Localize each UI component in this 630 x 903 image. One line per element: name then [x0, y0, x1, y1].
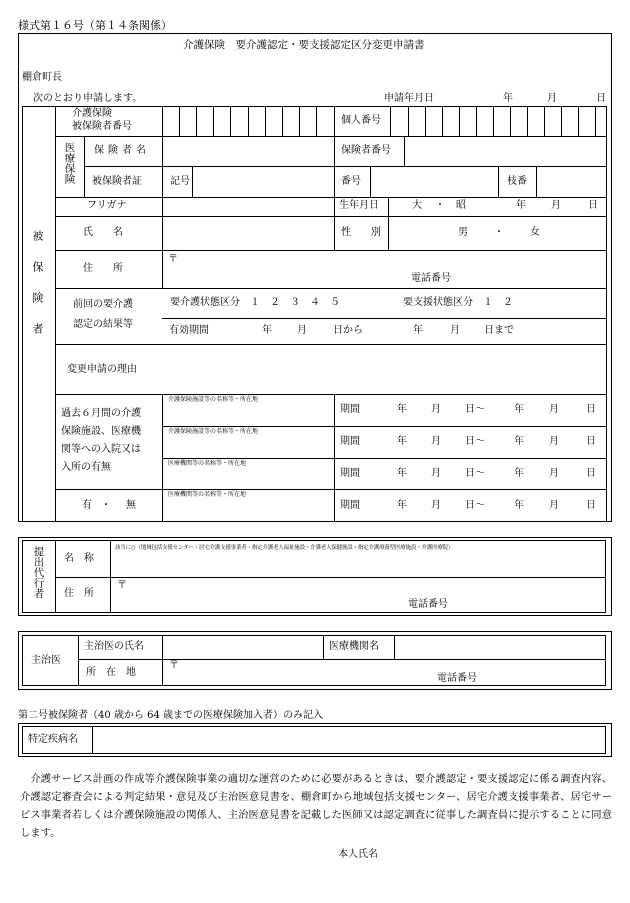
grid-line: [162, 458, 606, 459]
period-from-year: 年: [397, 404, 407, 415]
page-title: 介護保険 要介護認定・要支援認定区分変更申請書: [183, 39, 425, 51]
period-label: 期間: [340, 436, 360, 447]
valid-to-month: 月: [450, 325, 460, 336]
period-from-day: 日～: [465, 500, 485, 511]
signature-label: 本人氏名: [338, 849, 378, 860]
period-to-month: 月: [549, 468, 559, 479]
sex-label: 性 別: [341, 227, 381, 238]
period-label: 期間: [340, 468, 360, 479]
hospital-no[interactable]: 無: [126, 500, 136, 511]
doctor-name-input[interactable]: [163, 636, 322, 658]
birth-month-unit: 月: [551, 200, 561, 211]
period-to-day: 日: [586, 436, 596, 447]
agent-phone-label: 電話番号: [408, 599, 448, 610]
birth-day-unit: 日: [588, 200, 598, 211]
agent-type-note: 該当に○（地域包括支援センター・居宅介護支援事業者・指定介護老人福祉施設・介護老人保健施設・指定介護療養型医療施設・介護医療院）: [115, 545, 454, 551]
grid-line: [55, 394, 606, 395]
doctor-section-label: 主治医: [31, 655, 61, 666]
date-month-unit: 月: [547, 93, 557, 104]
period-to-month: 月: [549, 436, 559, 447]
period-from-month: 月: [431, 468, 441, 479]
grid-line: [388, 216, 389, 250]
personal-no-label: 個人番号: [341, 115, 381, 126]
valid-period-label: 有効期間: [169, 325, 209, 336]
medical-insurance-label: 医療保険: [63, 142, 76, 184]
era-showa[interactable]: 昭: [456, 200, 466, 211]
facility-label-4: 医療機関等の名称等・所在地: [168, 491, 247, 498]
hospital-question-4: 入所の有無: [61, 462, 111, 473]
birth-year-unit: 年: [516, 200, 526, 211]
period-label: 期間: [340, 500, 360, 511]
period-to-month: 月: [549, 500, 559, 511]
insured-card-label: 被保険者証: [92, 176, 142, 187]
valid-from-year: 年: [262, 325, 272, 336]
request-line: 次のとおり申請します。: [33, 93, 143, 104]
period-to-month: 月: [549, 404, 559, 415]
grid-line: [78, 635, 79, 686]
facility-label-2: 介護保険施設等の名称等・所在地: [168, 428, 259, 435]
era-separator: ・: [435, 200, 445, 211]
hospital-question-3: 関等への入院又は: [61, 444, 141, 455]
postal-mark: 〒: [168, 254, 178, 265]
period-from-year: 年: [397, 468, 407, 479]
period-to-day: 日: [586, 404, 596, 415]
agent-name-input[interactable]: [111, 556, 605, 576]
furigana-label: フリガナ: [87, 200, 127, 211]
grid-line: [498, 166, 499, 197]
period-from-year: 年: [397, 436, 407, 447]
consent-frame: [18, 765, 612, 868]
date-day-unit: 日: [596, 93, 606, 104]
insured-no-label-1: 介護保険: [72, 108, 112, 119]
grid-line: [22, 521, 606, 522]
era-taisho[interactable]: 大: [412, 200, 422, 211]
insurer-number-input[interactable]: [405, 137, 605, 165]
period-from-day: 日～: [465, 436, 485, 447]
agent-address-label: 住 所: [64, 588, 94, 599]
care-level-options[interactable]: 要介護状態区分 １ ２ ３ ４ ５: [170, 297, 340, 308]
doctor-postal-mark: 〒: [169, 660, 179, 671]
disease-input[interactable]: [93, 727, 605, 753]
agent-section-label: 提出代行者: [32, 546, 45, 599]
insurer-name-input[interactable]: [163, 137, 333, 165]
insured-section-label: 被保険者: [31, 230, 44, 354]
period-from-day: 日～: [465, 468, 485, 479]
furigana-input[interactable]: [163, 198, 333, 215]
valid-to-text: 日まで: [484, 325, 514, 336]
support-level-options[interactable]: 要支援状態区分 １ ２: [403, 297, 513, 308]
period-from-day: 日～: [465, 404, 485, 415]
valid-to-year: 年: [413, 325, 423, 336]
branch-input[interactable]: [537, 167, 605, 196]
grid-line: [55, 288, 606, 289]
name-input[interactable]: [163, 217, 333, 249]
hospital-question-2: 保険施設、医療機: [61, 426, 141, 437]
valid-from-month: 月: [297, 325, 307, 336]
period-from-month: 月: [431, 404, 441, 415]
change-reason-label: 変更申請の理由: [67, 364, 137, 375]
prev-result-label-2: 認定の結果等: [73, 319, 133, 330]
doctor-address-input[interactable]: [176, 660, 605, 685]
grid-line: [334, 106, 335, 250]
application-date-label: 申請年月日: [384, 93, 434, 104]
period-from-month: 月: [431, 436, 441, 447]
hospital-yes-no-separator: ・: [101, 500, 111, 511]
addressee: 棚倉町長: [22, 72, 62, 83]
date-year-unit: 年: [503, 93, 513, 104]
insurer-no-label: 保険者番号: [341, 145, 391, 156]
period-to-year: 年: [514, 404, 524, 415]
doctor-location-label: 所 在 地: [86, 667, 136, 678]
number-label: 番号: [341, 176, 361, 187]
sex-female[interactable]: 女: [530, 227, 540, 238]
address-label: 住 所: [83, 263, 123, 274]
doctor-phone-label: 電話番号: [437, 673, 477, 684]
grid-line: [55, 489, 606, 490]
grid-line: [323, 635, 324, 659]
hospital-question-1: 過去６月間の介護: [61, 408, 141, 419]
agent-address-input[interactable]: [124, 578, 605, 612]
facility-label-3: 医療機関等の名称等・所在地: [168, 460, 247, 467]
sex-male[interactable]: 男: [458, 227, 468, 238]
period-to-day: 日: [586, 468, 596, 479]
period-to-day: 日: [586, 500, 596, 511]
grid-line: [162, 318, 606, 319]
change-reason-input[interactable]: [163, 345, 605, 393]
period-to-year: 年: [514, 436, 524, 447]
symbol-input[interactable]: [193, 167, 333, 196]
insured-number-input[interactable]: [163, 107, 333, 135]
consent-text: 介護サービス計画の作成等介護保険事業の適切な運営のために必要があるときは、要介護認定・要支援認定に係る調査内容、介護認定審査会による判定結果・意見及び主治医意見書を、棚倉町から地域包括支援センター、居宅介護支援事業者、居宅サービス事業者若しくは介護保険施設の関係人、主治医意見書を記載した医師又は認定調査に従事した調査員に提示することに同意します。: [20, 773, 612, 839]
grid-line: [334, 394, 335, 521]
address-input[interactable]: [175, 251, 605, 287]
grid-line: [84, 136, 85, 197]
grid-line: [22, 106, 23, 521]
agent-postal-mark: 〒: [117, 580, 127, 591]
grid-line: [388, 197, 389, 216]
form-number: 様式第１６号（第１４条関係）: [18, 19, 172, 32]
category2-heading: 第二号被保険者（40 歳から 64 歳までの医療保険加入者）のみ記入: [18, 710, 323, 721]
branch-label: 枝番: [507, 176, 527, 187]
sex-separator: ・: [494, 227, 504, 238]
grid-line: [55, 106, 56, 521]
disease-label: 特定疾病名: [28, 734, 78, 745]
prev-result-label-1: 前回の要介護: [73, 299, 133, 310]
personal-number-input[interactable]: [391, 107, 605, 135]
period-from-month: 月: [431, 500, 441, 511]
institution-input[interactable]: [395, 636, 605, 658]
agent-name-label: 名 称: [64, 553, 94, 564]
name-label: 氏 名: [83, 227, 123, 238]
grid-line: [162, 394, 163, 521]
birth-date-label: 生年月日: [339, 200, 379, 211]
symbol-label: 記号: [170, 176, 190, 187]
valid-from-text: 日から: [333, 325, 363, 336]
grid-line: [606, 106, 607, 521]
insured-no-label-2: 被保険者番号: [72, 121, 132, 132]
grid-line: [162, 426, 606, 427]
period-label: 期間: [340, 404, 360, 415]
insurer-name-label: 保険者名: [94, 145, 150, 156]
card-number-input[interactable]: [371, 167, 497, 196]
period-from-year: 年: [397, 500, 407, 511]
period-to-year: 年: [514, 468, 524, 479]
doctor-name-label: 主治医の氏名: [84, 641, 144, 652]
hospital-yes[interactable]: 有: [82, 500, 92, 511]
facility-label-1: 介護保険施設等の名称等・所在地: [168, 396, 259, 403]
period-to-year: 年: [514, 500, 524, 511]
institution-label: 医療機関名: [329, 641, 379, 652]
phone-label: 電話番号: [411, 273, 451, 284]
